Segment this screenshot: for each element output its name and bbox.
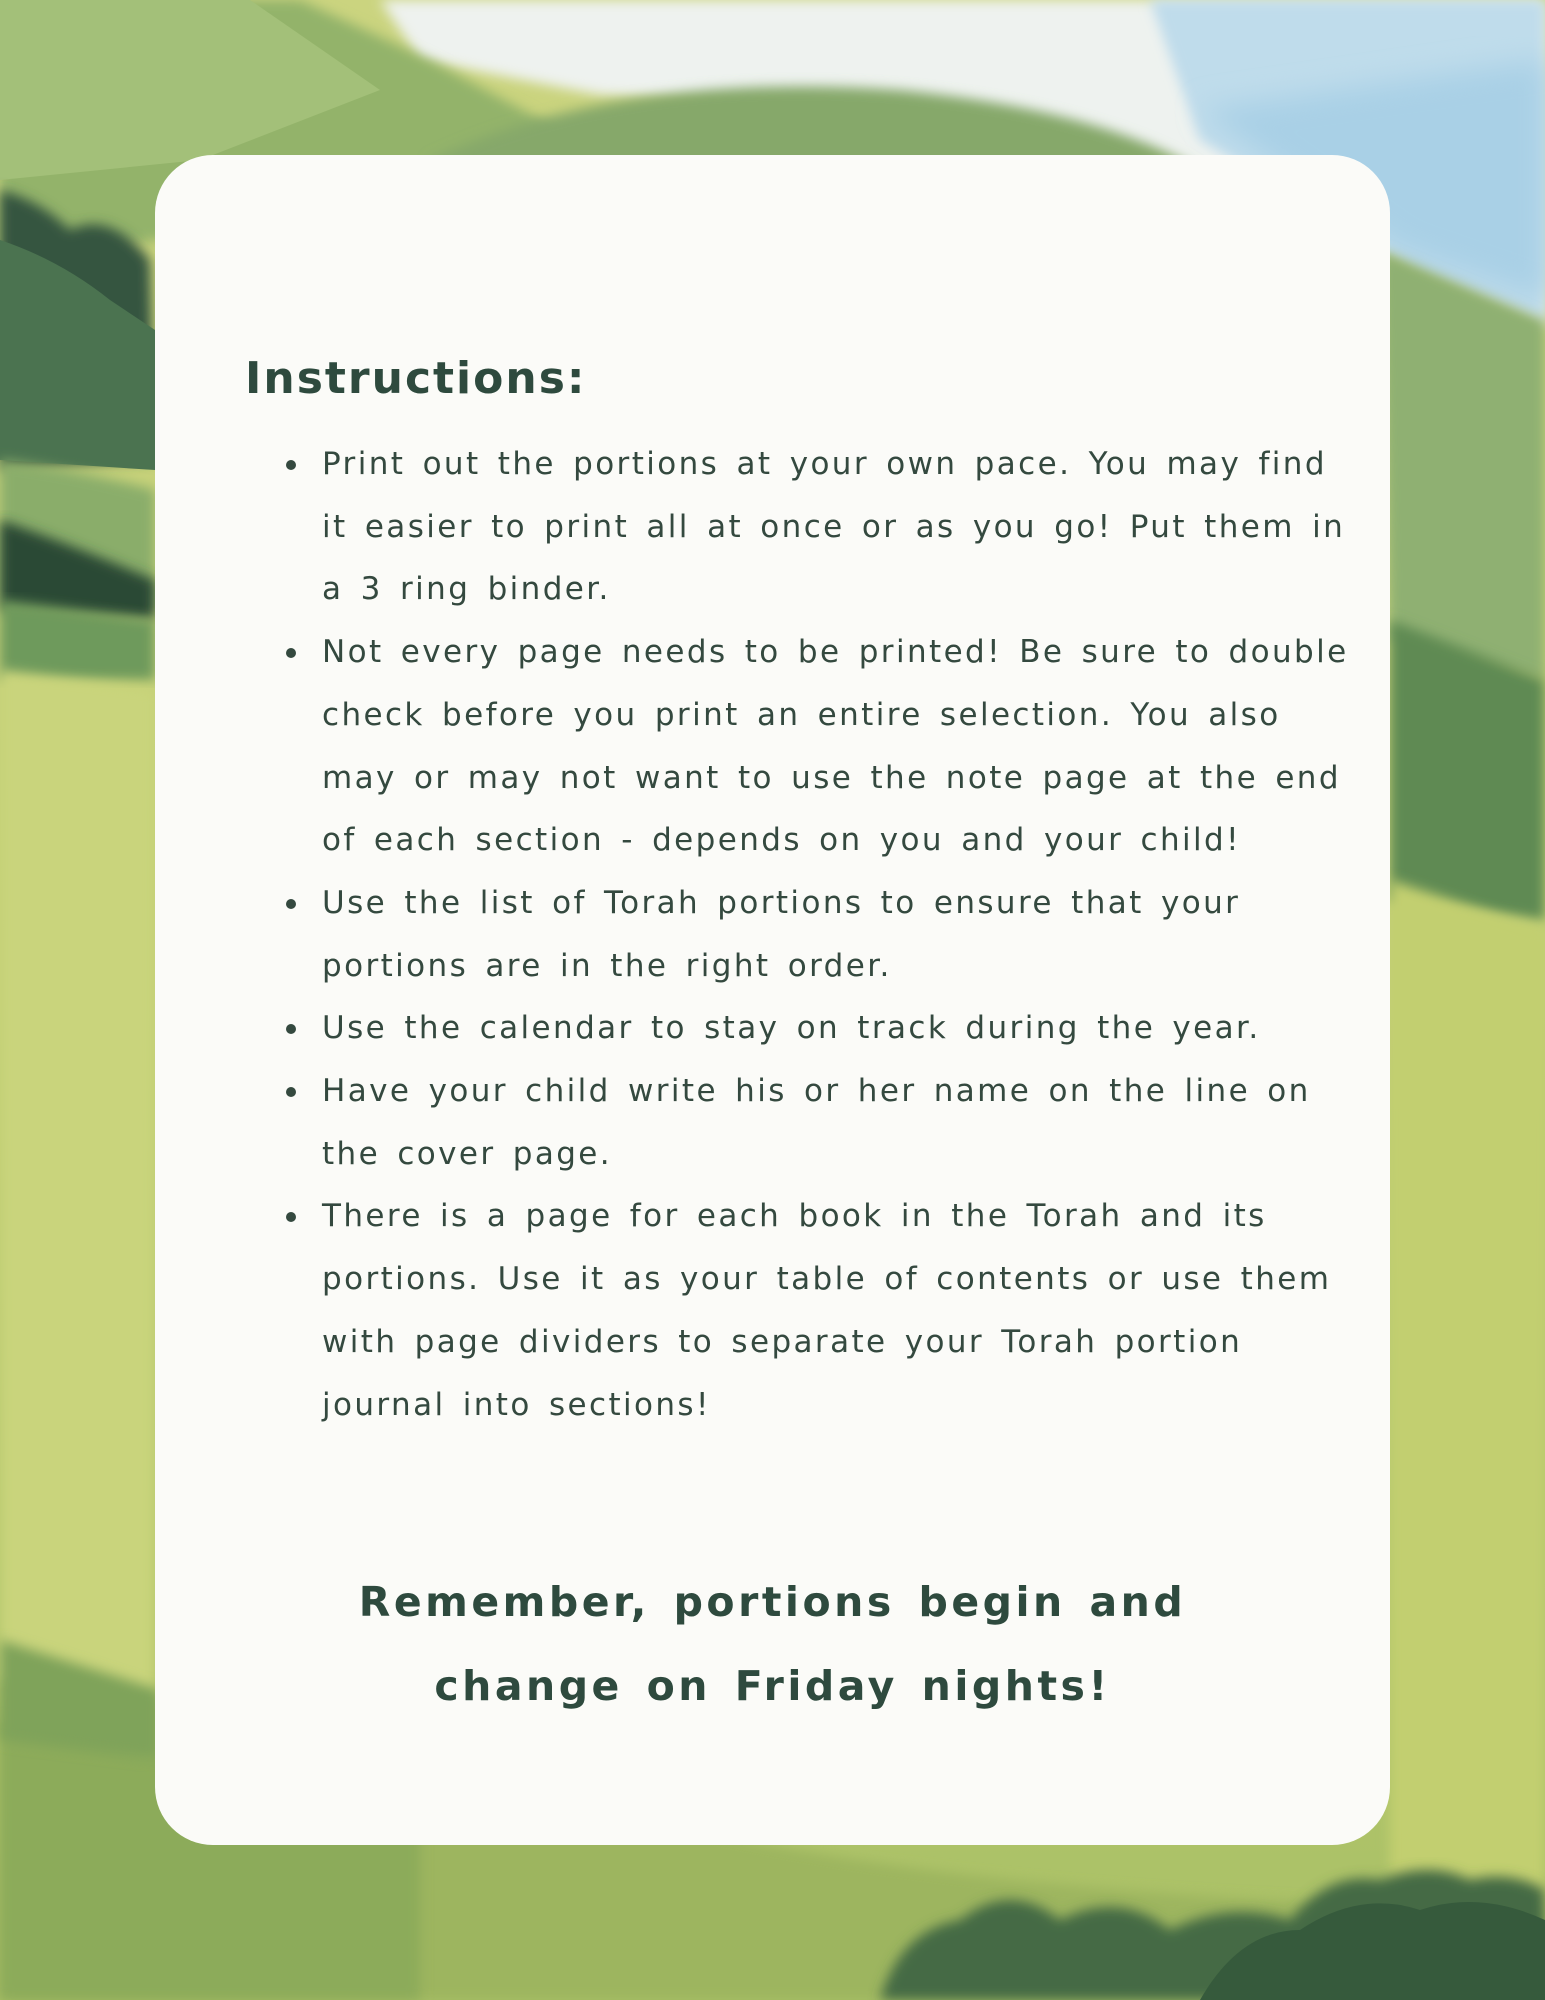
bullet-icon — [286, 460, 296, 470]
instruction-text: Print out the portions at your own pace. You may find it easier to print all at once or as you go! Put them in a 3 ring binder. — [322, 446, 1346, 608]
instruction-text: Use the calendar to stay on track during the year. — [322, 1010, 1261, 1047]
bullet-icon — [286, 1024, 296, 1034]
bullet-icon — [286, 1087, 296, 1097]
list-item — [322, 872, 1352, 997]
bullet-icon — [286, 648, 296, 658]
instructions-card — [155, 155, 1390, 1845]
bullet-icon — [286, 1212, 296, 1222]
instruction-text: There is a page for each book in the Torah and its portions. Use it as your table of contents or use them with page dividers to separate your Torah portion journal into sections! — [322, 1198, 1332, 1423]
reminder-line-2: change on Friday nights! — [434, 1662, 1111, 1710]
list-item — [322, 433, 1352, 621]
instruction-text: Use the list of Torah portions to ensure that your portions are in the right order. — [322, 884, 1241, 984]
list-item — [322, 1185, 1352, 1436]
list-item — [322, 621, 1352, 872]
instructions-heading: Instructions: — [245, 353, 587, 404]
reminder-line-1: Remember, portions begin and — [358, 1578, 1187, 1626]
instruction-text: Have your child write his or her name on the line on the cover page. — [322, 1073, 1311, 1172]
instruction-text: Not every page needs to be printed! Be sure to double check before you print an entire selection. You also may or may not want to use the note page at the end of each section - depends on you and your child! — [322, 634, 1349, 859]
list-item — [322, 1060, 1352, 1185]
friday-reminder — [155, 1560, 1390, 1728]
list-item — [322, 997, 1352, 1060]
bullet-icon — [286, 899, 296, 909]
instructions-list — [322, 433, 1352, 1436]
